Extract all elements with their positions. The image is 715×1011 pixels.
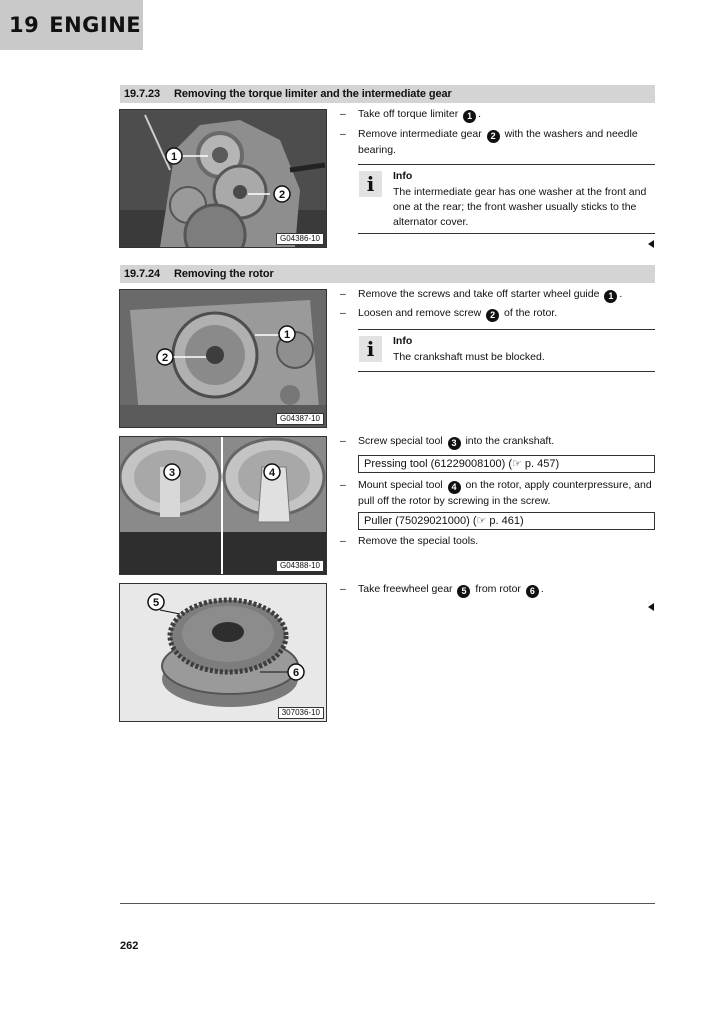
step-mount-special-tool: – Mount special tool 4 on the rotor, apply counterpressure, and pull off the rotor by screwing in the screw. [340,479,652,507]
callout-1 [279,326,295,342]
section-number: 19.7.23 [124,88,161,100]
step-remove-special-tools: – Remove the special tools. [340,535,479,547]
callout-badge-6: 6 [526,585,539,598]
info-icon: i [359,336,382,362]
callout-5 [148,594,164,610]
info-text: The crankshaft must be blocked. [393,351,545,363]
svg-text:4: 4 [268,467,276,479]
step-remove-intermediate-gear: – Remove intermediate gear 2 with the washers and needle bearing. [340,128,638,156]
engine-photo-1 [120,110,326,247]
step-screw-special-tool: – Screw special tool 3 into the crankshaft. [340,435,555,448]
figure-special-tools [119,436,327,575]
tool-reference-puller[interactable]: Puller (75029021000) (☞ p. 461) [358,512,655,530]
info-box-washers [358,164,655,234]
callout-badge-1: 1 [604,290,617,303]
step-remove-rotor-screw: – Loosen and remove screw 2 of the rotor. [340,307,558,320]
svg-text:1: 1 [170,151,178,163]
page-number: 262 [120,940,139,952]
callout-badge-2: 2 [487,130,500,143]
info-title: Info [393,335,413,347]
step-remove-starter-wheel-guide: – Remove the screws and take off starter wheel guide 1 . [340,288,623,301]
svg-text:1: 1 [283,329,291,341]
figure-code: G04387-10 [276,413,324,425]
callout-badge-3: 3 [448,437,461,450]
callout-3 [164,464,180,480]
chapter-title: ENGINE [49,13,142,37]
engine-photo-2 [120,290,326,427]
info-title: Info [393,170,413,182]
end-of-section-icon [648,603,654,611]
svg-text:6: 6 [292,667,300,679]
svg-text:2: 2 [161,352,169,364]
figure-code: G04386-10 [276,233,324,245]
step-take-off-torque-limiter: – Take off torque limiter 1 . [340,108,482,121]
callout-4 [264,464,280,480]
step-take-freewheel-gear: – Take freewheel gear 5 from rotor 6 . [340,583,544,596]
chapter-number: 19 [9,13,40,37]
svg-text:2: 2 [278,189,286,201]
callout-1 [166,148,182,164]
info-box-crankshaft [358,329,655,372]
callout-badge-5: 5 [457,585,470,598]
callout-2 [157,349,173,365]
steps-torque-limiter [340,107,656,158]
figure-code: 307036-10 [278,707,324,719]
callout-badge-4: 4 [448,481,461,494]
callout-2 [274,186,290,202]
figure-freewheel-gear [119,583,327,722]
tool-reference-pressing-tool[interactable]: Pressing tool (61229008100) (☞ p. 457) [358,455,655,473]
section-heading-torque-limiter [120,85,655,103]
chapter-tab [0,0,143,50]
info-text: The intermediate gear has one washer at the front and one at the rear; the front washer usually sticks to the alternator cover. [393,186,647,228]
rotor-puller-photo [120,437,326,574]
section-title: Removing the torque limiter and the intermediate gear [174,88,452,100]
callout-6 [288,664,304,680]
end-of-section-icon [648,240,654,248]
freewheel-photo [120,584,326,721]
steps-rotor-1 [340,287,656,322]
section-heading-rotor [120,265,655,283]
figure-torque-limiter [119,109,327,248]
figure-code: G04388-10 [276,560,324,572]
svg-text:3: 3 [168,467,176,479]
section-title: Removing the rotor [174,268,274,280]
figure-starter-wheel-guide [119,289,327,428]
callout-badge-2: 2 [486,309,499,322]
footer-rule [120,903,655,904]
svg-text:5: 5 [152,597,160,609]
callout-badge-1: 1 [463,110,476,123]
info-icon: i [359,171,382,197]
section-number: 19.7.24 [124,268,161,280]
